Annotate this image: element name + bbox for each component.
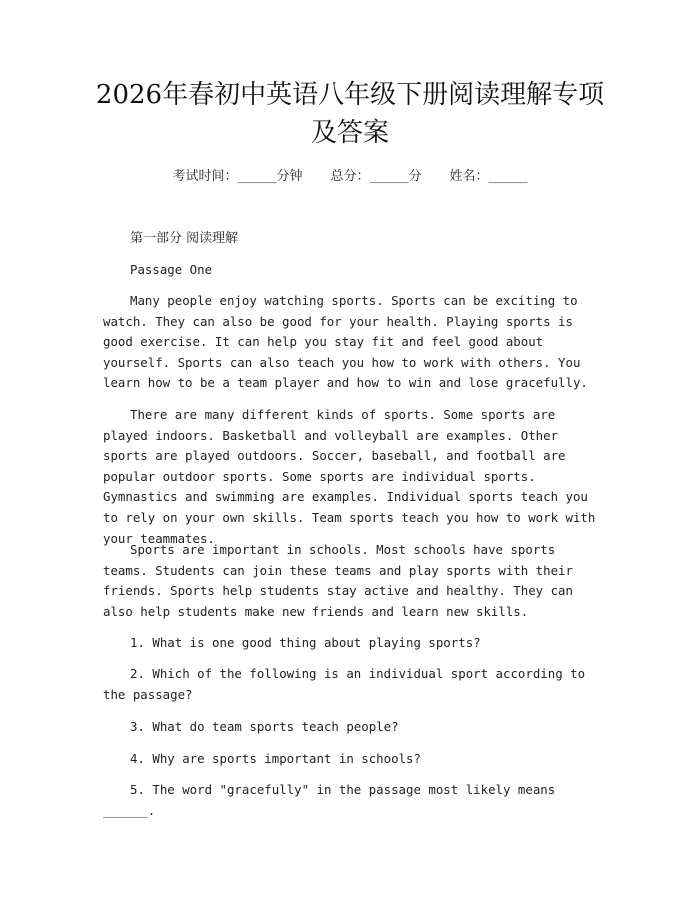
paragraph-3: Sports are important in schools. Most schools have sports teams. Students can join these teams and play sports with their friends. Sports help students stay active and healthy. They can also help students make new friends and learn new skills. [103, 542, 573, 619]
passage-label: Passage One [130, 262, 213, 277]
exam-time-field: 考试时间：______分钟 [172, 169, 303, 184]
paragraph-2: There are many different kinds of sports. Some sports are played indoors. Basketball and volleyball are examples. Other sports are played outdoors. Soccer, baseball, and football are popular outdoor sports. Some sports are individual sports. Gymnastics and swimming are examples. Individual sports teach you to rely on your own skills. Team sports teach you how to work with your teammates. [103, 407, 596, 546]
paragraph-1: Many people enjoy watching sports. Sports can be exciting to watch. They can also be good for your health. Playing sports is good exercise. It can help you stay fit and feel good about yourself. Sports can also teach you how to work with others. You learn how to be a team player and how to win and lose gracefully. [103, 293, 588, 391]
name-field: 姓名：______ [449, 169, 528, 184]
section-heading: 第一部分 阅读理解 [130, 231, 239, 246]
document-title [60, 76, 640, 152]
question-5: 5. The word "gracefully" in the passage most likely means ______. [103, 782, 556, 818]
title-line-1: 2026年春初中英语八年级下册阅读理解专项 [95, 80, 605, 110]
exam-info-line [100, 166, 600, 188]
question-4: 4. Why are sports important in schools? [130, 751, 421, 766]
title-line-2: 及答案 [310, 118, 389, 148]
question-2: 2. Which of the following is an individual sport according to the passage? [103, 666, 586, 702]
question-1: 1. What is one good thing about playing sports? [130, 635, 481, 650]
total-score-field: 总分：______分 [330, 169, 422, 184]
question-3: 3. What do team sports teach people? [130, 719, 399, 734]
